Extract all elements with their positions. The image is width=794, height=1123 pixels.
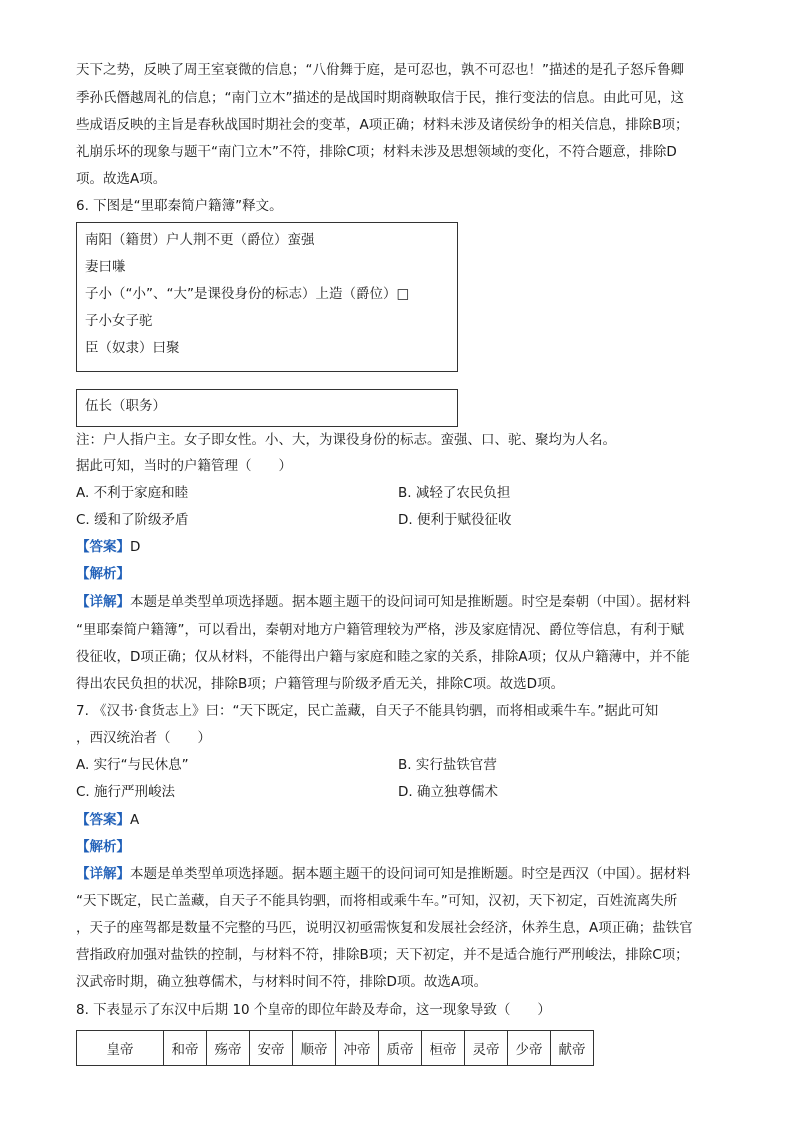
register-line: 子小女子驼 xyxy=(85,313,153,329)
emperor-table xyxy=(76,1030,594,1066)
answer-line xyxy=(76,810,139,830)
table-header-cell: 皇帝 xyxy=(77,1031,164,1066)
paragraph-line: 季孙氏僭越周礼的信息；“南门立木”描述的是战国时期商鞅取信于民，推行变法的信息。由此可见，这 xyxy=(76,90,684,106)
paragraph-line: 礼崩乐坏的现象与题干“南门立木”不符，排除C项；材料未涉及思想领域的变化，不符合题意，排除D xyxy=(76,144,677,160)
option-c[interactable]: C. 施行严刑峻法 xyxy=(76,784,176,800)
table-header-cell: 殇帝 xyxy=(207,1031,250,1066)
answer-label: 【答案】 xyxy=(76,539,130,555)
detail-line xyxy=(76,592,690,612)
question-7-stem: 7. 《汉书·食货志上》曰：“天下既定，民亡盖藏，自天子不能具钧驷，而将相或乘牛车。”据此可知 xyxy=(76,703,659,719)
answer-value: A xyxy=(130,812,140,828)
paragraph-line: 些成语反映的主旨是春秋战国时期社会的变革，A项正确；材料未涉及诸侯纷争的相关信息，排除B项； xyxy=(76,117,689,133)
option-a[interactable]: A. 实行“与民休息” xyxy=(76,757,189,773)
option-d[interactable]: D. 确立独尊儒术 xyxy=(398,784,498,800)
analysis-line xyxy=(76,564,130,584)
detail-line: “天下既定，民亡盖藏，自天子不能具钧驷，而将相或乘牛车。”可知，汉初，天下初定，百姓流离失所 xyxy=(76,893,678,909)
question-6-stem: 6. 下图是“里耶秦简户籍簿”释文。 xyxy=(76,198,283,214)
table-header-cell: 灵帝 xyxy=(465,1031,508,1066)
analysis-label: 【解析】 xyxy=(76,839,130,855)
question-6-ask: 据此可知，当时的户籍管理（ ） xyxy=(76,458,292,474)
table-header-cell: 冲帝 xyxy=(336,1031,379,1066)
option-b[interactable]: B. 实行盐铁官营 xyxy=(398,757,497,773)
question-7-stem: ，西汉统治者（ ） xyxy=(76,730,211,746)
register-line: 子小（“小”、“大”是课役身份的标志）上造（爵位）□ xyxy=(85,286,410,302)
analysis-label: 【解析】 xyxy=(76,566,130,582)
duty-box xyxy=(76,389,458,427)
detail-label: 【详解】 xyxy=(76,594,130,610)
detail-text: 本题是单类型单项选择题。据本题主题干的设问词可知是推断题。时空是秦朝（中国）。据材料 xyxy=(130,594,691,610)
analysis-line xyxy=(76,837,130,857)
option-d[interactable]: D. 便利于赋役征收 xyxy=(398,512,512,528)
detail-label: 【详解】 xyxy=(76,866,130,882)
answer-line xyxy=(76,537,140,557)
table-header-cell: 和帝 xyxy=(164,1031,207,1066)
answer-value: D xyxy=(130,539,141,555)
answer-label: 【答案】 xyxy=(76,812,130,828)
detail-line: 得出农民负担的状况，排除B项；户籍管理与阶级矛盾无关，排除C项。故选D项。 xyxy=(76,676,565,692)
household-register-box xyxy=(76,222,458,372)
table-header-cell: 顺帝 xyxy=(293,1031,336,1066)
detail-line: 营指政府加强对盐铁的控制，与材料不符，排除B项；天下初定，并不是适合施行严刑峻法，排除C项； xyxy=(76,947,689,963)
table-header-cell: 质帝 xyxy=(379,1031,422,1066)
table-header-cell: 桓帝 xyxy=(422,1031,465,1066)
question-8-stem: 8. 下表显示了东汉中后期 10 个皇帝的即位年龄及寿命，这一现象导致（ ） xyxy=(76,1002,551,1018)
detail-line: 役征收，D项正确；仅从材料，不能得出户籍与家庭和睦之家的关系，排除A项；仅从户籍薄中，并不能 xyxy=(76,649,690,665)
duty-text: 伍长（职务） xyxy=(85,398,166,414)
detail-line: “里耶秦简户籍簿”，可以看出，秦朝对地方户籍管理较为严格，涉及家庭情况、爵位等信息，有利于赋 xyxy=(76,622,684,638)
detail-line: ，天子的座驾都是数量不完整的马匹，说明汉初亟需恢复和发展社会经济，休养生息，A项正确；盐铁官 xyxy=(76,920,693,936)
detail-line: 汉武帝时期，确立独尊儒术，与材料时间不符，排除D项。故选A项。 xyxy=(76,974,488,990)
register-line: 臣（奴隶）曰聚 xyxy=(85,340,180,356)
paragraph-line: 天下之势，反映了周王室衰微的信息；“八佾舞于庭，是可忍也，孰不可忍也！”描述的是孔子怒斥鲁卿 xyxy=(76,62,684,78)
table-header-cell: 安帝 xyxy=(250,1031,293,1066)
option-c[interactable]: C. 缓和了阶级矛盾 xyxy=(76,512,189,528)
register-line: 南阳（籍贯）户人荆不更（爵位）蛮强 xyxy=(85,232,315,248)
table-header-cell: 少帝 xyxy=(508,1031,551,1066)
paragraph-line: 项。故选A项。 xyxy=(76,171,167,187)
table-header-cell: 献帝 xyxy=(551,1031,594,1066)
option-a[interactable]: A. 不利于家庭和睦 xyxy=(76,485,189,501)
question-6-note: 注：户人指户主。女子即女性。小、大，为课役身份的标志。蛮强、口、驼、聚均为人名。 xyxy=(76,432,616,448)
detail-text: 本题是单类型单项选择题。据本题主题干的设问词可知是推断题。时空是西汉（中国）。据材料 xyxy=(130,866,691,882)
option-b[interactable]: B. 减轻了农民负担 xyxy=(398,485,511,501)
detail-line xyxy=(76,864,690,884)
register-line: 妻曰嗛 xyxy=(85,259,126,275)
table-header-row xyxy=(77,1031,594,1066)
